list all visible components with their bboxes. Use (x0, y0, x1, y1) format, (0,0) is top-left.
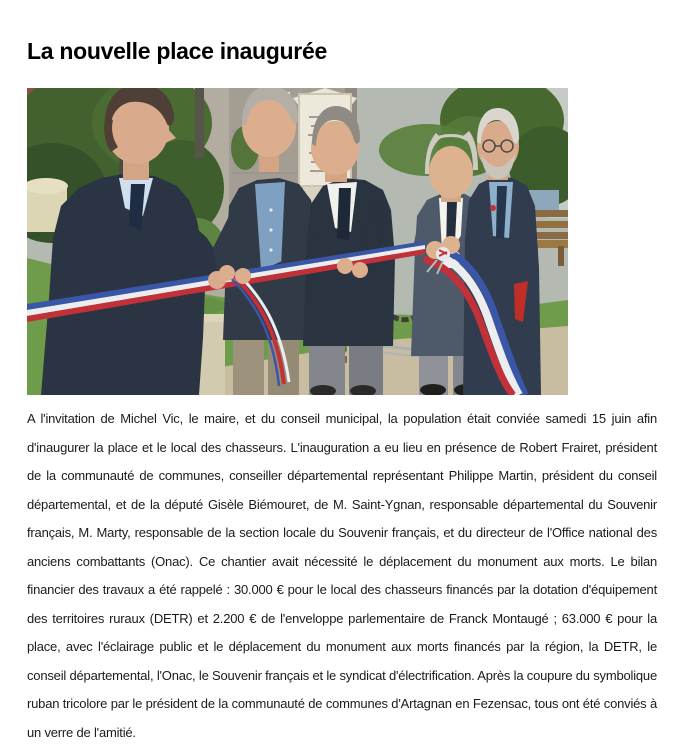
article-paragraph: A l'invitation de Michel Vic, le maire, et du conseil municipal, la population était conviée samedi 15 juin afin d'inaugurer la place et le local des chasseurs. L'inauguration a eu lieu en présence de Robert Frairet, président de la communauté de communes, conseiller départemental représentant Philippe Martin, président du conseil départemental, et de la député Gisèle Biémouret, de M. Saint-Ygnan, responsable départemental du Souvenir français, M. Marty, responsable de la section locale du Souvenir français, et du directeur de l'Office national des anciens combattants (Onac). Ce chantier avait nécessité le déplacement du monument aux morts. Le bilan financier des travaux a été rappelé : 30.000 € pour le local des chasseurs financés par la dotation d'équipement des territoires ruraux (DETR) et 2.200 € de l'enveloppe parlementaire de Franck Montaugé ; 63.000 € pour la place, avec l'éclairage public et le déplacement du monument aux morts financés par la région, la DETR, le conseil départemental, l'Onac, le Souvenir français et le syndicat d'électrification. Après la coupure du symbolique ruban tricolore par le président de la communauté de communes d'Artagnan en Fezensac, tous ont été conviés à un verre de l'amitié. (27, 411, 657, 740)
tree-trunk-thin (195, 88, 204, 158)
lapel-pin (490, 205, 496, 211)
photo-illustration (27, 88, 568, 395)
page-title: La nouvelle place inaugurée (27, 38, 327, 64)
inauguration-photo (27, 88, 568, 395)
